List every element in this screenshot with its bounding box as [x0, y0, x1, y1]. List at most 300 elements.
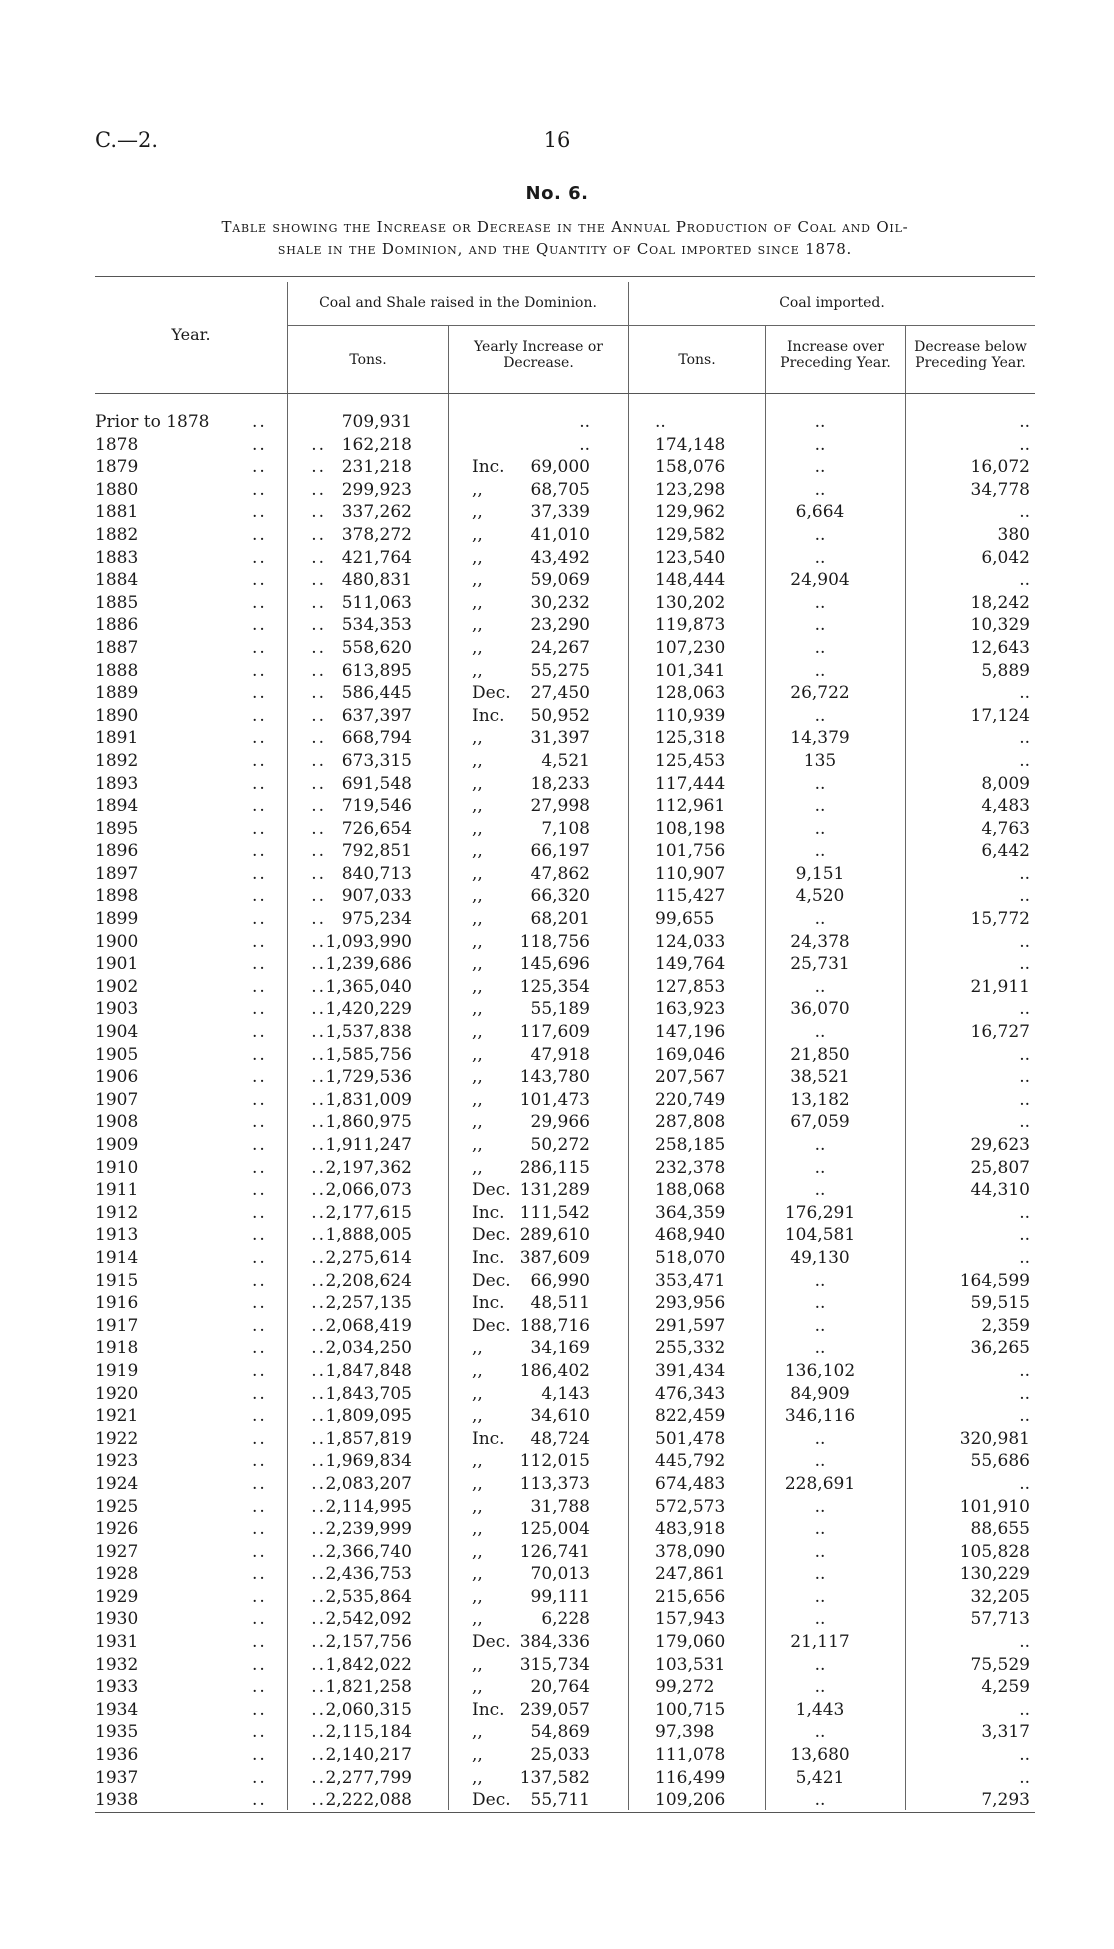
raised-tons-cell: 2,275,614 — [325, 1247, 412, 1268]
year-cell: 1880 — [95, 479, 139, 500]
yearly-change-cell: 59,069 — [530, 570, 590, 591]
imported-tons-cell: 188,068 — [655, 1180, 726, 1201]
leader-dots: .. .. — [252, 1089, 327, 1110]
leader-dots: .. .. — [252, 1022, 327, 1043]
decrease-cell: 4,259 — [981, 1677, 1030, 1698]
leader-dots: .. .. — [252, 705, 327, 726]
yearly-change-cell: 111,542 — [519, 1202, 590, 1223]
change-type-cell: ,, — [472, 863, 483, 884]
yearly-change-cell: 70,013 — [530, 1564, 590, 1585]
change-type-cell: ,, — [472, 841, 483, 862]
increase-cell: .. — [814, 841, 826, 862]
imported-tons-cell: 100,715 — [655, 1699, 726, 1720]
leader-dots: .. .. — [252, 1654, 327, 1675]
raised-tons-cell: 1,831,009 — [325, 1089, 412, 1110]
raised-tons-cell: 378,272 — [341, 524, 412, 545]
increase-cell: .. — [814, 1609, 826, 1630]
table-row — [0, 434, 1114, 457]
decrease-cell: .. — [1019, 1632, 1030, 1653]
yearly-change-cell: 20,764 — [530, 1677, 590, 1698]
decrease-cell: 6,042 — [981, 547, 1030, 568]
change-type-cell: ,, — [472, 1609, 483, 1630]
year-cell: 1909 — [95, 1135, 139, 1155]
yearly-change-cell: 112,015 — [519, 1451, 590, 1472]
table-row — [0, 953, 1114, 976]
increase-cell: .. — [814, 1022, 826, 1043]
yearly-change-cell: 37,339 — [530, 502, 590, 523]
leader-dots: .. .. — [252, 976, 327, 997]
decrease-cell: 34,778 — [970, 479, 1030, 500]
raised-tons-cell: 231,218 — [341, 457, 412, 478]
change-type-cell: ,, — [472, 1473, 483, 1494]
leader-dots: .. .. — [252, 1586, 327, 1607]
year-cell: 1911 — [95, 1180, 139, 1201]
year-cell: 1882 — [95, 524, 139, 545]
year-cell: 1908 — [95, 1112, 139, 1133]
table-row — [0, 1111, 1114, 1134]
raised-tons-cell: 1,365,040 — [325, 976, 412, 997]
change-type-cell: ,, — [472, 637, 483, 658]
imported-tons-cell: 128,063 — [655, 683, 726, 704]
table-row — [0, 1541, 1114, 1564]
table-row — [0, 908, 1114, 931]
change-type-cell: Inc. — [472, 1202, 505, 1223]
yearly-change-cell: 126,741 — [519, 1541, 590, 1562]
increase-cell: .. — [814, 1677, 826, 1698]
table-row — [0, 1089, 1114, 1112]
leader-dots: .. .. — [252, 1180, 327, 1201]
decrease-cell: .. — [1019, 750, 1030, 771]
imported-tons-cell: 108,198 — [655, 818, 726, 839]
decrease-cell: .. — [1019, 1247, 1030, 1268]
year-cell: 1897 — [95, 863, 139, 884]
header-increase — [766, 339, 905, 371]
yearly-change-cell: 66,320 — [530, 886, 590, 907]
imported-tons-cell: 130,202 — [655, 592, 726, 613]
leader-dots: .. .. — [252, 818, 327, 839]
change-type-cell: ,, — [472, 1067, 483, 1088]
decrease-cell: 164,599 — [959, 1270, 1030, 1291]
imported-tons-cell: 101,756 — [655, 841, 726, 862]
table-row — [0, 1586, 1114, 1609]
raised-tons-cell: 1,888,005 — [325, 1225, 412, 1246]
increase-cell: .. — [814, 660, 826, 681]
increase-cell: 21,117 — [790, 1632, 850, 1653]
increase-cell: .. — [814, 773, 826, 794]
decrease-cell: 101,910 — [959, 1496, 1030, 1517]
table-row — [0, 1428, 1114, 1451]
change-type-cell: ,, — [472, 592, 483, 613]
leader-dots: .. .. — [252, 728, 327, 749]
year-cell: 1892 — [95, 750, 139, 771]
change-type-cell: Inc. — [472, 1699, 505, 1720]
change-type-cell: Dec. — [472, 1632, 511, 1653]
yearly-change-cell: 43,492 — [530, 547, 590, 568]
raised-tons-cell: 2,034,250 — [325, 1338, 412, 1359]
change-type-cell: ,, — [472, 1022, 483, 1043]
header-yearly-change — [449, 339, 628, 371]
imported-tons-cell: 215,656 — [655, 1586, 726, 1607]
table-row — [0, 547, 1114, 570]
decrease-cell: 7,293 — [981, 1790, 1030, 1811]
table-row — [0, 1450, 1114, 1473]
year-cell: 1893 — [95, 773, 139, 794]
table-row — [0, 795, 1114, 818]
year-cell: 1886 — [95, 615, 139, 636]
imported-tons-cell: 123,540 — [655, 547, 726, 568]
leader-dots: .. .. — [252, 1315, 327, 1336]
imported-tons-cell: 483,918 — [655, 1519, 726, 1540]
header-yearly-change-line-2: Decrease. — [503, 355, 574, 371]
year-cell: 1923 — [95, 1451, 139, 1472]
table-row — [0, 818, 1114, 841]
decrease-cell: .. — [1019, 728, 1030, 749]
imported-tons-cell: 148,444 — [655, 570, 726, 591]
imported-tons-cell: 97,398 — [655, 1722, 715, 1743]
year-cell: 1936 — [95, 1745, 139, 1766]
raised-tons-cell: 1,821,258 — [325, 1677, 412, 1698]
raised-tons-cell: 1,857,819 — [325, 1428, 412, 1449]
yearly-change-cell: 315,734 — [519, 1654, 590, 1675]
leader-dots: .. .. — [252, 615, 327, 636]
raised-tons-cell: 1,239,686 — [325, 954, 412, 975]
raised-tons-cell: 2,208,624 — [325, 1270, 412, 1291]
table-row — [0, 750, 1114, 773]
leader-dots: .. .. — [252, 1406, 327, 1427]
change-type-cell: ,, — [472, 1519, 483, 1540]
yearly-change-cell: 47,862 — [530, 863, 590, 884]
change-type-cell: ,, — [472, 1338, 483, 1359]
increase-cell: 25,731 — [790, 954, 850, 975]
change-type-cell: ,, — [472, 1135, 483, 1155]
table-title-line-2: shale in the Dominion, and the Quantity of Coal imported since 1878. — [277, 240, 853, 258]
imported-tons-cell: 179,060 — [655, 1632, 726, 1653]
table-row — [0, 1247, 1114, 1270]
table-row — [0, 614, 1114, 637]
year-cell: 1905 — [95, 1044, 139, 1065]
imported-tons-cell: 255,332 — [655, 1338, 726, 1359]
decrease-cell: 5,889 — [981, 660, 1030, 681]
change-type-cell: ,, — [472, 1360, 483, 1381]
increase-cell: 67,059 — [790, 1112, 850, 1133]
increase-cell: 24,904 — [790, 570, 850, 591]
imported-tons-cell: .. — [655, 412, 666, 432]
raised-tons-cell: 2,140,217 — [325, 1745, 412, 1766]
raised-tons-cell: 1,860,975 — [325, 1112, 412, 1133]
year-cell: 1919 — [95, 1360, 139, 1381]
year-cell: 1906 — [95, 1067, 139, 1088]
yearly-change-cell: 289,610 — [519, 1225, 590, 1246]
yearly-change-cell: 31,788 — [530, 1496, 590, 1517]
table-row — [0, 1631, 1114, 1654]
table-row — [0, 1157, 1114, 1180]
leader-dots: .. .. — [252, 1293, 327, 1314]
table-row — [0, 998, 1114, 1021]
increase-cell: .. — [814, 1135, 826, 1155]
change-type-cell: ,, — [472, 954, 483, 975]
decrease-cell: 18,242 — [970, 592, 1030, 613]
table-row — [0, 637, 1114, 660]
table-row — [0, 773, 1114, 796]
yearly-change-cell: 101,473 — [519, 1089, 590, 1110]
leader-dots: .. .. — [252, 1067, 327, 1088]
raised-tons-cell: 709,931 — [341, 412, 412, 432]
table-row — [0, 1360, 1114, 1383]
imported-tons-cell: 391,434 — [655, 1360, 726, 1381]
change-type-cell: ,, — [472, 1451, 483, 1472]
year-cell: 1881 — [95, 502, 139, 523]
change-type-cell: Inc. — [472, 1247, 505, 1268]
leader-dots: .. .. — [252, 1722, 327, 1743]
year-cell: 1907 — [95, 1089, 139, 1110]
change-type-cell: Inc. — [472, 705, 505, 726]
header-imported-tons: Tons. — [678, 352, 716, 368]
change-type-cell: ,, — [472, 931, 483, 952]
leader-dots: .. .. — [252, 1790, 327, 1811]
raised-tons-cell: 719,546 — [341, 796, 412, 817]
imported-tons-cell: 125,318 — [655, 728, 726, 749]
change-type-cell: ,, — [472, 886, 483, 907]
increase-cell: .. — [814, 479, 826, 500]
raised-tons-cell: 2,542,092 — [325, 1609, 412, 1630]
change-type-cell: ,, — [472, 999, 483, 1020]
leader-dots: .. .. — [252, 1270, 327, 1291]
increase-cell: .. — [814, 524, 826, 545]
leader-dots: .. .. — [252, 637, 327, 658]
table-row — [0, 1405, 1114, 1428]
change-type-cell: Inc. — [472, 1428, 505, 1449]
year-cell: 1902 — [95, 976, 139, 997]
raised-tons-cell: 2,277,799 — [325, 1767, 412, 1788]
raised-tons-cell: 299,923 — [341, 479, 412, 500]
change-type-cell: ,, — [472, 818, 483, 839]
yearly-change-cell: 29,966 — [530, 1112, 590, 1133]
raised-tons-cell: 511,063 — [341, 592, 412, 613]
imported-tons-cell: 476,343 — [655, 1383, 726, 1404]
imported-tons-cell: 125,453 — [655, 750, 726, 771]
yearly-change-cell: 66,197 — [530, 841, 590, 862]
leader-dots: .. .. — [252, 1609, 327, 1630]
raised-tons-cell: 1,537,838 — [325, 1022, 412, 1043]
table-row — [0, 1496, 1114, 1519]
change-type-cell: ,, — [472, 976, 483, 997]
increase-cell: 9,151 — [795, 863, 845, 884]
raised-tons-cell: 840,713 — [341, 863, 412, 884]
increase-cell: .. — [814, 1496, 826, 1517]
decrease-cell: 2,359 — [981, 1315, 1030, 1336]
imported-tons-cell: 129,962 — [655, 502, 726, 523]
change-type-cell: Dec. — [472, 1315, 511, 1336]
decrease-cell: 105,828 — [959, 1541, 1030, 1562]
imported-tons-cell: 157,943 — [655, 1609, 726, 1630]
leader-dots: .. .. — [252, 1202, 327, 1223]
imported-tons-cell: 169,046 — [655, 1044, 726, 1065]
imported-tons-cell: 149,764 — [655, 954, 726, 975]
imported-tons-cell: 99,655 — [655, 909, 715, 930]
imported-tons-cell: 572,573 — [655, 1496, 726, 1517]
change-type-cell: ,, — [472, 547, 483, 568]
imported-tons-cell: 115,427 — [655, 886, 726, 907]
decrease-cell: .. — [1019, 570, 1030, 591]
table-row — [0, 727, 1114, 750]
increase-cell: 346,116 — [784, 1406, 856, 1427]
yearly-change-cell: 4,521 — [541, 750, 590, 771]
increase-cell: .. — [814, 1541, 826, 1562]
table-row — [0, 705, 1114, 728]
change-type-cell: ,, — [472, 1383, 483, 1404]
table-row — [0, 1202, 1114, 1225]
yearly-change-cell: 54,869 — [530, 1722, 590, 1743]
table-row — [0, 1315, 1114, 1338]
decrease-cell: 29,623 — [970, 1135, 1030, 1155]
increase-cell: .. — [814, 1338, 826, 1359]
imported-tons-cell: 124,033 — [655, 931, 726, 952]
header-raised-tons: Tons. — [349, 352, 387, 368]
imported-tons-cell: 207,567 — [655, 1067, 726, 1088]
year-cell: 1903 — [95, 999, 139, 1020]
imported-tons-cell: 258,185 — [655, 1135, 726, 1155]
leader-dots: .. .. — [252, 1767, 327, 1788]
increase-cell: .. — [814, 1293, 826, 1314]
table-row — [0, 1608, 1114, 1631]
table-row — [0, 1473, 1114, 1496]
year-cell: 1930 — [95, 1609, 139, 1630]
imported-tons-cell: 247,861 — [655, 1564, 726, 1585]
change-type-cell: ,, — [472, 1586, 483, 1607]
table-row — [0, 885, 1114, 908]
imported-tons-cell: 110,939 — [655, 705, 726, 726]
year-cell: 1918 — [95, 1338, 139, 1359]
decrease-cell: .. — [1019, 683, 1030, 704]
year-cell: 1927 — [95, 1541, 139, 1562]
change-type-cell: ,, — [472, 1767, 483, 1788]
raised-tons-cell: 1,809,095 — [325, 1406, 412, 1427]
raised-tons-cell: 726,654 — [341, 818, 412, 839]
table-row — [0, 524, 1114, 547]
imported-tons-cell: 109,206 — [655, 1790, 726, 1811]
yearly-change-cell: 145,696 — [519, 954, 590, 975]
decrease-cell: 4,763 — [981, 818, 1030, 839]
increase-cell: .. — [814, 818, 826, 839]
change-type-cell: ,, — [472, 1564, 483, 1585]
year-cell: 1935 — [95, 1722, 139, 1743]
leader-dots: .. .. — [252, 479, 327, 500]
decrease-cell: 25,807 — [970, 1157, 1030, 1178]
leader-dots: .. .. — [252, 1519, 327, 1540]
increase-cell: .. — [814, 412, 826, 432]
change-type-cell: ,, — [472, 524, 483, 545]
raised-tons-cell: 2,257,135 — [325, 1293, 412, 1314]
decrease-cell: 32,205 — [970, 1586, 1030, 1607]
yearly-change-cell: 34,610 — [530, 1406, 590, 1427]
yearly-change-cell: 41,010 — [530, 524, 590, 545]
year-cell: 1914 — [95, 1247, 139, 1268]
yearly-change-cell: 131,289 — [519, 1180, 590, 1201]
increase-cell: .. — [814, 796, 826, 817]
table-body — [0, 411, 1114, 1812]
raised-tons-cell: 2,222,088 — [325, 1790, 412, 1811]
decrease-cell: 75,529 — [970, 1654, 1030, 1675]
imported-tons-cell: 101,341 — [655, 660, 726, 681]
yearly-change-cell: 387,609 — [519, 1247, 590, 1268]
decrease-cell: 36,265 — [970, 1338, 1030, 1359]
leader-dots: .. .. — [252, 457, 327, 478]
table-row — [0, 1563, 1114, 1586]
increase-cell: .. — [814, 547, 826, 568]
increase-cell: 13,680 — [790, 1745, 850, 1766]
yearly-change-cell: 125,004 — [519, 1519, 590, 1540]
year-cell: 1894 — [95, 796, 139, 817]
leader-dots: .. .. — [252, 999, 327, 1020]
year-cell: 1913 — [95, 1225, 139, 1246]
leader-dots: .. .. — [252, 1745, 327, 1766]
decrease-cell: 16,727 — [970, 1022, 1030, 1043]
yearly-change-cell: 24,267 — [530, 637, 590, 658]
year-cell: 1925 — [95, 1496, 139, 1517]
change-type-cell: ,, — [472, 1722, 483, 1743]
year-cell: 1910 — [95, 1157, 139, 1178]
decrease-cell: 130,229 — [959, 1564, 1030, 1585]
leader-dots: .. .. — [252, 1473, 327, 1494]
decrease-cell: .. — [1019, 1745, 1030, 1766]
change-type-cell: ,, — [472, 1112, 483, 1133]
table-title — [95, 216, 1035, 260]
yearly-change-cell: 50,272 — [530, 1135, 590, 1155]
imported-tons-cell: 293,956 — [655, 1293, 726, 1314]
table-row — [0, 1179, 1114, 1202]
raised-tons-cell: 2,197,362 — [325, 1157, 412, 1178]
imported-tons-cell: 99,272 — [655, 1677, 715, 1698]
table-row — [0, 682, 1114, 705]
raised-tons-cell: 2,083,207 — [325, 1473, 412, 1494]
year-cell: 1904 — [95, 1022, 139, 1043]
decrease-cell: 44,310 — [970, 1180, 1030, 1201]
yearly-change-cell: 7,108 — [541, 818, 590, 839]
header-decrease-line-2: Preceding Year. — [915, 355, 1026, 371]
imported-tons-cell: 127,853 — [655, 976, 726, 997]
imported-tons-cell: 116,499 — [655, 1767, 726, 1788]
yearly-change-cell: 23,290 — [530, 615, 590, 636]
raised-tons-cell: 586,445 — [341, 683, 412, 704]
year-cell: 1924 — [95, 1473, 139, 1494]
table-row — [0, 1021, 1114, 1044]
leader-dots: .. .. — [252, 660, 327, 681]
increase-cell: 14,379 — [790, 728, 850, 749]
yearly-change-cell: 69,000 — [530, 457, 590, 478]
decrease-cell: 8,009 — [981, 773, 1030, 794]
header-bottom-rule — [95, 393, 1035, 394]
yearly-change-cell: 55,189 — [530, 999, 590, 1020]
raised-tons-cell: 2,115,184 — [325, 1722, 412, 1743]
change-type-cell: ,, — [472, 479, 483, 500]
year-cell: 1922 — [95, 1428, 139, 1449]
yearly-change-cell: .. — [579, 412, 590, 432]
imported-tons-cell: 119,873 — [655, 615, 726, 636]
year-cell: 1912 — [95, 1202, 139, 1223]
leader-dots: .. .. — [252, 1428, 327, 1449]
raised-tons-cell: 337,262 — [341, 502, 412, 523]
year-cell: 1898 — [95, 886, 139, 907]
yearly-change-cell: 34,169 — [530, 1338, 590, 1359]
decrease-cell: .. — [1019, 1767, 1030, 1788]
imported-tons-cell: 364,359 — [655, 1202, 726, 1223]
decrease-cell: .. — [1019, 1112, 1030, 1133]
table-row — [0, 592, 1114, 615]
year-cell: 1934 — [95, 1699, 139, 1720]
decrease-cell: .. — [1019, 954, 1030, 975]
page-reference: C.—2. — [95, 128, 159, 152]
yearly-change-cell: 68,201 — [530, 909, 590, 930]
